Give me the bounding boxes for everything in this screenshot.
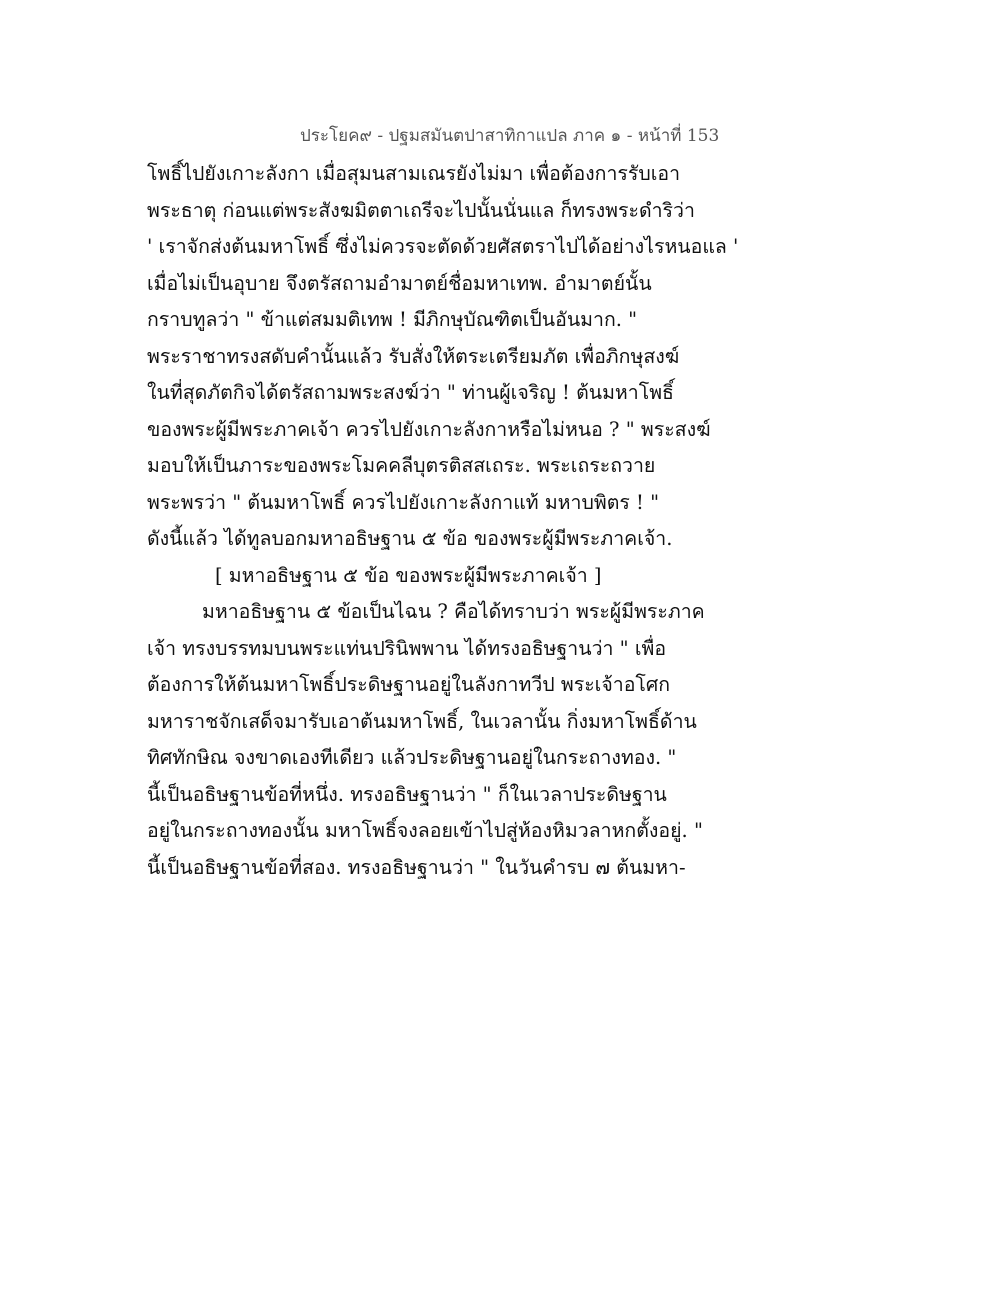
text-line: ' เราจักส่งต้นมหาโพธิ์ ซึ่งไม่ควรจะตัดด้วยศัสตราไปได้อย่างไรหนอแล ': [147, 235, 739, 258]
text-line: กราบทูลว่า " ข้าแต่สมมติเทพ ! มีภิกษุบัณฑิตเป็นอันมาก. ": [147, 308, 638, 331]
text-line: นี้เป็นอธิษฐานข้อที่หนึ่ง. ทรงอธิษฐานว่า " ก็ในเวลาประดิษฐาน: [147, 782, 667, 806]
text-line: ทิศทักษิณ จงขาดเองทีเดียว แล้วประดิษฐานอยู่ในกระถางทอง. ": [147, 746, 677, 769]
text-line: พระธาตุ ก่อนแต่พระสังฆมิตตาเถรีจะไปนั้นนั่นแล ก็ทรงพระดำริว่า: [147, 198, 695, 222]
text-line: ของพระผู้มีพระภาคเจ้า ควรไปยังเกาะลังกาหรือไม่หนอ ? " พระสงฆ์: [147, 417, 711, 441]
text-line: พระราชาทรงสดับคำนั้นแล้ว รับสั่งให้ตระเตรียมภัต เพื่อภิกษุสงฆ์: [147, 344, 680, 368]
text-line: เจ้า ทรงบรรทมบนพระแท่นปรินิพพาน ได้ทรงอธิษฐานว่า " เพื่อ: [147, 636, 667, 660]
text-line: ดังนี้แล้ว ได้ทูลบอกมหาอธิษฐาน ๕ ข้อ ของพระผู้มีพระภาคเจ้า.: [147, 527, 673, 550]
text-line: นี้เป็นอธิษฐานข้อที่สอง. ทรงอธิษฐานว่า " ในวันคำรบ ๗ ต้นมหา-: [147, 855, 686, 879]
text-line: อยู่ในกระถางทองนั้น มหาโพธิ์จงลอยเข้าไปสู่ห้องหิมวลาหกตั้งอยู่. ": [147, 819, 703, 842]
text-line: มหาราชจักเสด็จมารับเอาต้นมหาโพธิ์, ในเวลานั้น กิ่งมหาโพธิ์ด้าน: [147, 709, 697, 733]
page-header: ประโยค๙ - ปฐมสมันตปาสาทิกาแปล ภาค ๑ - หน้าที่ 153: [300, 126, 720, 146]
text-line: พระพรว่า " ต้นมหาโพธิ์ ควรไปยังเกาะลังกาแท้ มหาบพิตร ! ": [147, 490, 660, 514]
paragraph-first-line: มหาอธิษฐาน ๕ ข้อเป็นไฉน ? คือได้ทราบว่า พระผู้มีพระภาค: [202, 600, 705, 623]
section-heading: [ มหาอธิษฐาน ๕ ข้อ ของพระผู้มีพระภาคเจ้า ]: [215, 563, 602, 587]
text-line: ต้องการให้ต้นมหาโพธิ์ประดิษฐานอยู่ในลังกาทวีป พระเจ้าอโศก: [147, 673, 671, 696]
text-line: มอบให้เป็นภาระของพระโมคคลีบุตรติสสเถระ. พระเถระถวาย: [147, 454, 656, 477]
text-line: ในที่สุดภัตกิจได้ตรัสถามพระสงฆ์ว่า " ท่านผู้เจริญ ! ต้นมหาโพธิ์: [147, 381, 674, 404]
body-text: [147, 156, 867, 886]
text-line: โพธิ์ไปยังเกาะลังกา เมื่อสุมนสามเณรยังไม่มา เพื่อต้องการรับเอา: [147, 162, 681, 185]
text-line: เมื่อไม่เป็นอุบาย จึงตรัสถามอำมาตย์ชื่อมหาเทพ. อำมาตย์นั้น: [147, 271, 652, 295]
